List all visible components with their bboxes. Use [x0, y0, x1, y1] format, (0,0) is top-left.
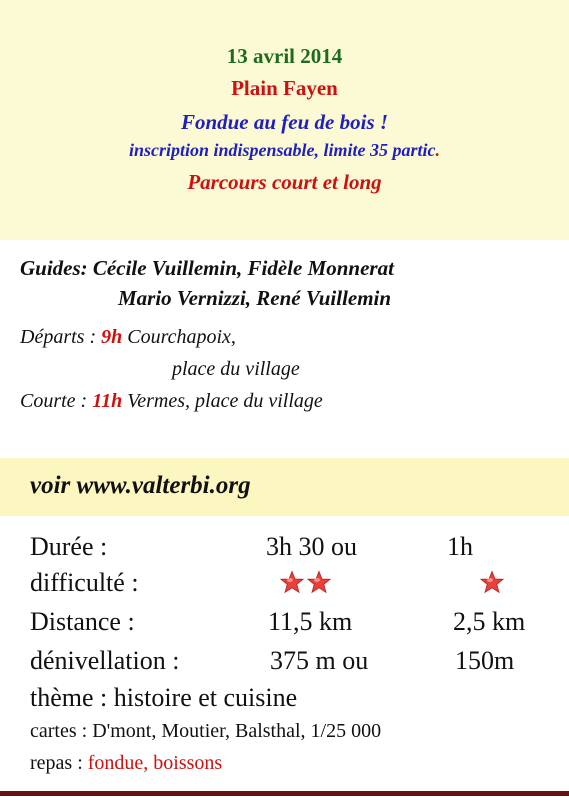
difficulty-star-icon — [307, 570, 331, 594]
distance-label: Distance : — [30, 607, 135, 636]
theme-line: thème : histoire et cuisine — [30, 683, 298, 712]
website-link[interactable]: voir www.valterbi.org — [30, 472, 251, 499]
inscription-text: inscription indispensable, limite 35 partic — [128, 140, 436, 160]
difficulty-star-icon — [280, 570, 304, 594]
repas-line — [30, 752, 222, 775]
courte-label: Courte : — [20, 390, 93, 412]
inscription-note — [0, 140, 569, 161]
departs-place: Courchapoix, — [122, 326, 236, 348]
difficulty-star-icon — [480, 570, 504, 594]
courte-line — [20, 390, 323, 413]
difficulte-label: difficulté : — [30, 568, 139, 597]
courte-place: Vermes, place du village — [122, 390, 323, 412]
courte-time: 11h — [92, 390, 123, 412]
guides-line-1: Guides: Cécile Vuillemin, Fidèle Monnerat — [20, 256, 394, 280]
departs-label: Départs : — [20, 326, 102, 348]
duree-label: Durée : — [30, 532, 108, 561]
denivellation-label: dénivellation : — [30, 646, 180, 675]
distance-long: 11,5 km — [268, 607, 353, 636]
event-place: Plain Fayen — [231, 76, 338, 100]
event-date: 13 avril 2014 — [226, 44, 343, 68]
repas-label: repas : — [30, 752, 88, 774]
departs-time: 9h — [101, 326, 123, 348]
parcours-note: Parcours court et long — [187, 170, 382, 194]
bottom-rule — [0, 791, 569, 796]
inscription-dot: . — [435, 140, 441, 160]
repas-value: fondue, boissons — [87, 752, 223, 774]
departs-place-2: place du village — [172, 358, 300, 380]
cartes-line: cartes : D'mont, Moutier, Balsthal, 1/25 000 — [30, 720, 382, 742]
departs-line — [20, 326, 236, 349]
guides-line-2: Mario Vernizzi, René Vuillemin — [118, 286, 392, 310]
denivellation-long: 375 m ou — [270, 646, 369, 675]
event-subtitle: Fondue au feu de bois ! — [180, 110, 389, 134]
duree-long: 3h 30 ou — [266, 532, 357, 561]
duree-short: 1h — [447, 532, 473, 561]
denivellation-short: 150m — [455, 646, 515, 675]
distance-short: 2,5 km — [453, 607, 526, 636]
